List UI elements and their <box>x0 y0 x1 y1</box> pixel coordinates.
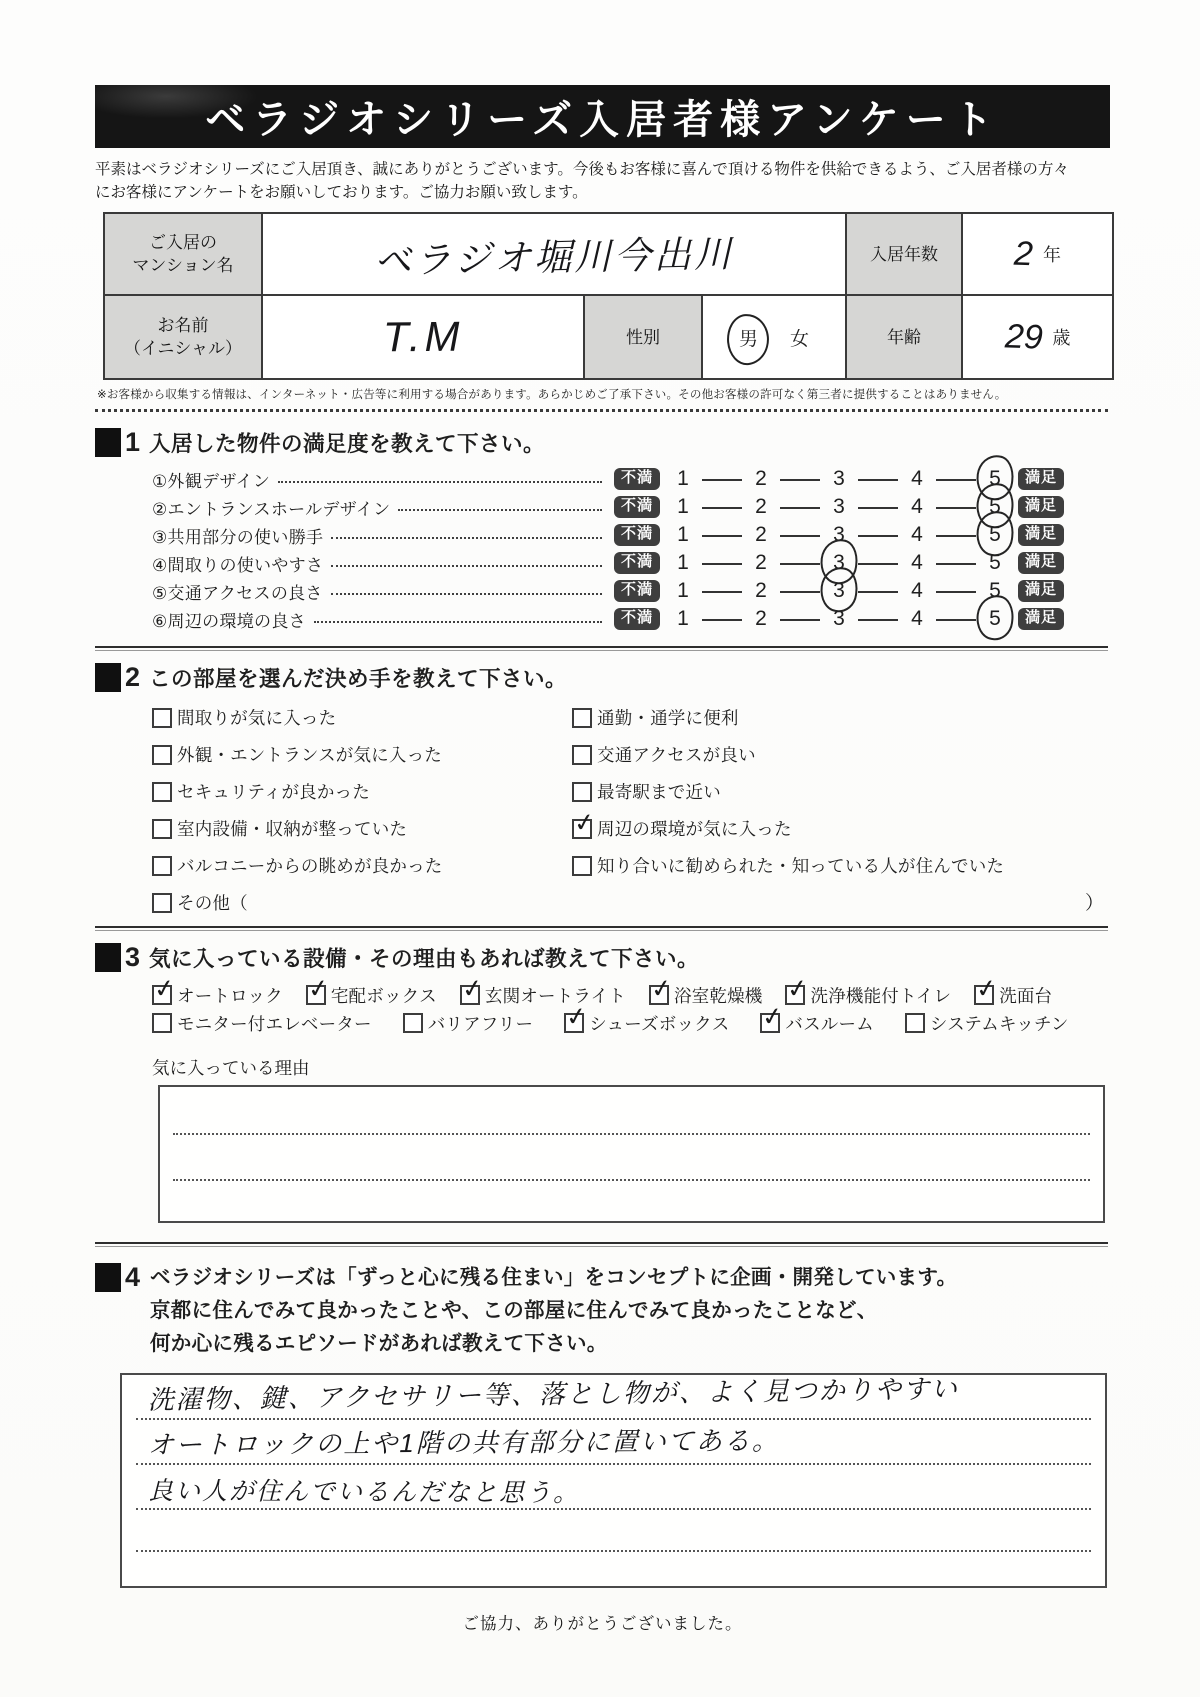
checkbox[interactable] <box>564 1001 590 1033</box>
section-2 <box>95 662 1110 921</box>
checkbox-label: 外観・エントランスが気に入った <box>177 745 442 765</box>
checkbox-option <box>152 699 572 736</box>
scale-dash-line <box>780 591 820 593</box>
checkbox-option <box>305 973 437 1008</box>
checkbox[interactable] <box>152 819 172 839</box>
checkbox-label: バルコニーからの眺めが良かった <box>177 856 443 876</box>
checkbox-label: 室内設備・収納が整っていた <box>177 819 408 839</box>
resident-info-table <box>103 212 1114 380</box>
rating-option[interactable]: 2 <box>755 579 767 602</box>
name-label: お名前 （イニシャル） <box>105 296 263 378</box>
privacy-note: ※お客様から収集する情報は、インターネット・広告等に利用する場合があります。あらかじめご了承下さい。その他お客様の許可なく第三者に提供することはありません。 <box>97 389 1007 401</box>
scale-dash-line <box>702 563 742 565</box>
section-divider <box>95 1242 1108 1247</box>
reason-checkbox-grid <box>95 699 1110 921</box>
checkbox-label: 浴室乾燥機 <box>673 985 763 1006</box>
dotted-leader <box>278 481 602 483</box>
section-4-prompt <box>150 1261 957 1360</box>
gender-option-male[interactable]: 男 <box>735 322 762 353</box>
age-unit: 歳 <box>1052 328 1071 348</box>
checkbox[interactable] <box>649 973 674 1005</box>
scale-max-badge: 満足 <box>1018 580 1064 602</box>
section-marker-icon <box>95 428 121 457</box>
handwritten-check-mark: ✓ <box>572 807 597 838</box>
rating-option[interactable]: 2 <box>755 607 767 630</box>
checkbox-label: オートロック <box>177 985 283 1006</box>
reason-textbox[interactable] <box>158 1085 1105 1223</box>
rating-option[interactable]: 2 <box>755 523 767 546</box>
answer-line[interactable] <box>136 1375 1091 1420</box>
rating-option[interactable]: 2 <box>755 495 767 518</box>
handwritten-check-mark: ✓ <box>564 1001 590 1033</box>
scale-dash-line <box>936 591 976 593</box>
scale-min-badge: 不満 <box>614 524 660 546</box>
checkbox-label: 洗浄機能付トイレ <box>810 985 952 1006</box>
checkbox-option <box>152 847 572 884</box>
episode-textbox[interactable] <box>120 1373 1107 1588</box>
scale-max-badge: 満足 <box>1018 524 1064 546</box>
handwritten-check-mark: ✓ <box>459 973 485 1005</box>
rating-row <box>95 521 1110 549</box>
rating-option[interactable]: 3 <box>833 607 845 630</box>
section-number: 4 <box>125 1262 141 1292</box>
rating-item-label: ②エントランスホールデザイン <box>152 499 391 519</box>
equipment-row-1 <box>95 973 1110 1009</box>
rating-option[interactable]: 5 <box>989 579 1001 602</box>
scale-max-badge: 満足 <box>1018 468 1064 490</box>
section-3 <box>95 942 1110 1223</box>
rating-row <box>95 549 1110 577</box>
rating-option[interactable]: 5 <box>984 467 1006 491</box>
rating-option[interactable]: 3 <box>833 467 845 490</box>
checkbox-option <box>152 973 283 1008</box>
rating-option[interactable]: 4 <box>911 467 923 490</box>
prompt-line-3: 何か心に残るエピソードがあれば教えて下さい。 <box>150 1332 608 1355</box>
years-field[interactable] <box>963 214 1112 296</box>
checkbox[interactable] <box>305 973 331 1005</box>
dotted-leader <box>398 509 602 511</box>
scale-dash-line <box>702 619 742 621</box>
checkbox[interactable] <box>152 745 172 765</box>
handwritten-text: オートロックの上や1階の共有部分に置いてある。 <box>147 1425 780 1460</box>
rating-row <box>95 577 1110 605</box>
checkbox-label: 最寄駅まで近い <box>597 782 721 802</box>
rating-item-label: ③共用部分の使い勝手 <box>152 527 324 547</box>
years-label: 入居年数 <box>847 214 963 296</box>
dotted-leader <box>314 621 602 623</box>
checkbox[interactable] <box>572 708 592 728</box>
prompt-line-1: ベラジオシリーズは「ずっと心に残る住まい」をコンセプトに企画・開発しています。 <box>150 1266 958 1289</box>
scale-dash-line <box>780 507 820 509</box>
rating-option[interactable]: 4 <box>911 607 923 630</box>
scale-min-badge: 不満 <box>614 468 660 490</box>
checkbox-label: モニター付エレベーター <box>177 1013 372 1034</box>
checkbox-option <box>152 810 572 847</box>
checkbox[interactable] <box>572 782 592 802</box>
rating-option[interactable]: 3 <box>833 495 845 518</box>
section-marker-icon <box>95 943 121 972</box>
checkbox-option <box>760 1001 874 1036</box>
scale-dash-line <box>858 507 898 509</box>
checkbox[interactable] <box>152 973 177 1005</box>
dotted-leader <box>331 565 602 567</box>
other-close-paren: ） <box>1084 893 1104 914</box>
checkbox-label: シューズボックス <box>589 1013 730 1034</box>
handwritten-check-mark: ✓ <box>760 1001 786 1033</box>
rating-scale <box>672 607 1006 631</box>
write-line <box>173 1179 1090 1181</box>
scale-dash-line <box>858 535 898 537</box>
checkbox[interactable] <box>572 856 592 876</box>
handwritten-check-mark: ✓ <box>974 973 1000 1005</box>
checkbox[interactable] <box>403 1013 423 1033</box>
equipment-row-2 <box>95 1001 1110 1037</box>
age-label: 年齢 <box>847 296 963 378</box>
scale-min-badge: 不満 <box>614 608 660 630</box>
rating-row <box>95 605 1110 633</box>
section-4-heading <box>95 1261 1110 1360</box>
rating-option[interactable]: 1 <box>677 467 689 490</box>
checkbox-label: 知り合いに勧められた・知っている人が住んでいた <box>597 856 1005 876</box>
scale-max-badge: 満足 <box>1018 608 1064 630</box>
checkbox[interactable] <box>572 745 592 765</box>
dotted-divider <box>95 409 1108 412</box>
checkbox-label: 通勤・通学に便利 <box>597 708 739 728</box>
scale-dash-line <box>780 563 820 565</box>
section-number: 1 <box>125 427 141 457</box>
rating-option[interactable]: 5 <box>984 607 1006 631</box>
section-4 <box>95 1261 1110 1588</box>
checkbox-option <box>403 1011 534 1036</box>
checkbox-option <box>572 736 1110 773</box>
rating-option[interactable]: 4 <box>911 551 923 574</box>
checkbox-option <box>152 736 572 773</box>
scale-dash-line <box>936 619 976 621</box>
handwritten-check-mark: ✓ <box>305 973 331 1005</box>
checkbox-label: システムキッチン <box>929 1013 1069 1034</box>
equipment-checkbox-rows <box>95 973 1110 1037</box>
page-title: ベラジオシリーズ入居者様アンケート <box>205 97 1000 142</box>
rating-option[interactable]: 1 <box>677 495 689 518</box>
checkbox-label: 周辺の環境が気に入った <box>597 819 792 839</box>
rating-option[interactable]: 2 <box>755 551 767 574</box>
intro-line-1: 平素はベラジオシリーズにご入居頂き、誠にありがとうございます。今後もお客様に喜んで頂ける物件を供給できるよう、ご入居者様の方々 <box>95 161 1069 178</box>
checkbox[interactable] <box>459 973 485 1005</box>
section-title: 気に入っている設備・その理由もあれば教えて下さい。 <box>149 947 700 971</box>
dotted-leader <box>331 537 602 539</box>
checkbox-label: 交通アクセスが良い <box>597 745 756 765</box>
scale-max-badge: 満足 <box>1018 496 1064 518</box>
scale-dash-line <box>858 591 898 593</box>
section-3-heading <box>95 942 1110 973</box>
checkbox-option <box>152 1011 372 1036</box>
section-2-heading <box>95 662 1110 693</box>
checkbox[interactable] <box>152 1013 172 1033</box>
name-field[interactable] <box>263 296 585 378</box>
dotted-leader <box>331 593 602 595</box>
checkbox-option <box>152 884 572 921</box>
rating-rows <box>95 465 1110 633</box>
rating-option[interactable]: 1 <box>677 551 689 574</box>
checkbox[interactable] <box>152 782 172 802</box>
title-banner <box>95 85 1110 148</box>
scale-dash-line <box>780 619 820 621</box>
closing-message: ご協力、ありがとうございました。 <box>462 1614 743 1633</box>
section-divider <box>95 926 1108 931</box>
section-number: 2 <box>125 662 141 692</box>
checkbox-option <box>564 1001 730 1036</box>
scale-dash-line <box>702 535 742 537</box>
scale-dash-line <box>702 507 742 509</box>
scale-dash-line <box>780 479 820 481</box>
rating-option[interactable]: 4 <box>911 579 923 602</box>
rating-item-label: ⑥周辺の環境の良さ <box>152 611 306 631</box>
gender-option-female[interactable]: 女 <box>790 328 810 350</box>
handwritten-text <box>136 1549 148 1550</box>
section-divider <box>95 646 1108 651</box>
handwritten-check-mark: ✓ <box>649 973 674 1005</box>
section-number: 3 <box>125 942 141 972</box>
section-marker-icon <box>95 663 121 692</box>
checkbox-label: 洗面台 <box>999 985 1053 1006</box>
rating-option[interactable]: 5 <box>984 495 1006 519</box>
age-handwritten-value: 29 <box>1003 316 1044 357</box>
section-4-marker <box>95 1261 150 1294</box>
rating-option[interactable]: 3 <box>828 551 850 575</box>
rating-option[interactable]: 1 <box>677 579 689 602</box>
rating-row <box>95 493 1110 521</box>
scale-dash-line <box>936 535 976 537</box>
checkbox[interactable] <box>152 893 172 913</box>
intro-text <box>95 158 1110 204</box>
handwritten-check-mark: ✓ <box>785 973 811 1005</box>
rating-scale <box>672 467 1006 491</box>
scale-min-badge: 不満 <box>614 496 660 518</box>
checkbox-label: その他（ <box>177 893 248 913</box>
answer-line[interactable] <box>136 1420 1091 1465</box>
mansion-name-label: ご入居の マンション名 <box>105 214 263 296</box>
section-1 <box>95 427 1110 633</box>
rating-scale <box>672 495 1006 519</box>
reason-label: 気に入っている理由 <box>152 1058 310 1078</box>
checkbox-label: 宅配ボックス <box>330 985 437 1006</box>
handwritten-text: 良い人が住んでいるんだなと思う。 <box>148 1477 581 1508</box>
rating-option[interactable]: 3 <box>833 523 845 546</box>
checkbox-option <box>785 973 952 1008</box>
gender-field <box>703 296 847 378</box>
handwritten-check-mark: ✓ <box>152 973 177 1005</box>
rating-option[interactable]: 3 <box>828 579 850 603</box>
section-1-heading <box>95 427 1110 458</box>
rating-row <box>95 465 1110 493</box>
checkbox-label: バリアフリー <box>427 1013 534 1034</box>
years-unit: 年 <box>1042 245 1061 265</box>
answer-line[interactable] <box>136 1510 1091 1552</box>
checkbox-label: セキュリティが良かった <box>177 782 370 802</box>
rating-option[interactable]: 5 <box>989 551 1001 574</box>
scale-dash-line <box>936 479 976 481</box>
section-marker-icon <box>95 1263 121 1292</box>
gender-label: 性別 <box>585 296 703 378</box>
checkbox[interactable] <box>974 973 1000 1005</box>
handwritten-circle <box>725 312 771 366</box>
age-field[interactable] <box>963 296 1112 378</box>
handwritten-text: 洗濯物、鍵、アクセサリー等、落とし物が、よく見つかりやすい <box>147 1373 960 1415</box>
scale-dash-line <box>858 619 898 621</box>
scale-dash-line <box>858 479 898 481</box>
checkbox-option <box>572 807 1110 847</box>
checkbox-option <box>152 773 572 810</box>
intro-line-2: にお客様にアンケートをお願いしております。ご協力お願い致します。 <box>95 184 588 201</box>
checkbox[interactable] <box>152 856 172 876</box>
checkbox-option <box>974 973 1053 1008</box>
mansion-name-field[interactable] <box>263 214 847 296</box>
rating-option[interactable]: 4 <box>911 495 923 518</box>
rating-option[interactable]: 4 <box>911 523 923 546</box>
scale-dash-line <box>702 479 742 481</box>
scale-dash-line <box>936 563 976 565</box>
write-line <box>173 1133 1090 1135</box>
scale-dash-line <box>858 563 898 565</box>
answer-line[interactable] <box>136 1465 1091 1510</box>
scale-min-badge: 不満 <box>614 552 660 574</box>
scale-max-badge: 満足 <box>1018 552 1064 574</box>
scale-dash-line <box>702 591 742 593</box>
rating-option[interactable]: 5 <box>984 523 1006 547</box>
name-handwritten-value: T.M <box>382 312 464 361</box>
scale-dash-line <box>780 535 820 537</box>
checkbox-option <box>459 973 626 1008</box>
scale-min-badge: 不満 <box>614 580 660 602</box>
section-title: この部屋を選んだ決め手を教えて下さい。 <box>149 667 568 691</box>
checkbox-option <box>649 973 763 1008</box>
checkbox[interactable] <box>572 807 597 839</box>
checkbox[interactable] <box>760 1001 786 1033</box>
checkbox[interactable] <box>785 973 811 1005</box>
checkbox-option <box>572 847 1110 884</box>
prompt-line-2: 京都に住んでみて良かったことや、この部屋に住んでみて良かったことなど、 <box>150 1299 878 1322</box>
checkbox-label: 間取りが気に入った <box>177 708 337 728</box>
rating-item-label: ④間取りの使いやすさ <box>152 555 324 575</box>
rating-option[interactable]: 2 <box>755 467 767 490</box>
rating-option[interactable]: 1 <box>677 607 689 630</box>
checkbox[interactable] <box>905 1013 925 1033</box>
checkbox[interactable] <box>152 708 172 728</box>
scale-dash-line <box>936 507 976 509</box>
years-handwritten-value: 2 <box>1013 234 1034 273</box>
checkbox-label: バスルーム <box>785 1013 874 1034</box>
section-title: 入居した物件の満足度を教えて下さい。 <box>149 432 546 456</box>
rating-item-label: ①外観デザイン <box>152 471 271 491</box>
mansion-name-handwritten-value: ベラジオ堀川今出川 <box>373 233 735 282</box>
checkbox-label: 玄関オートライト <box>484 985 626 1006</box>
checkbox-option <box>572 699 1110 736</box>
checkbox-option <box>572 773 1110 810</box>
checkbox-option <box>905 1011 1069 1036</box>
rating-scale <box>672 579 1006 603</box>
rating-option[interactable]: 1 <box>677 523 689 546</box>
rating-item-label: ⑤交通アクセスの良さ <box>152 583 323 603</box>
